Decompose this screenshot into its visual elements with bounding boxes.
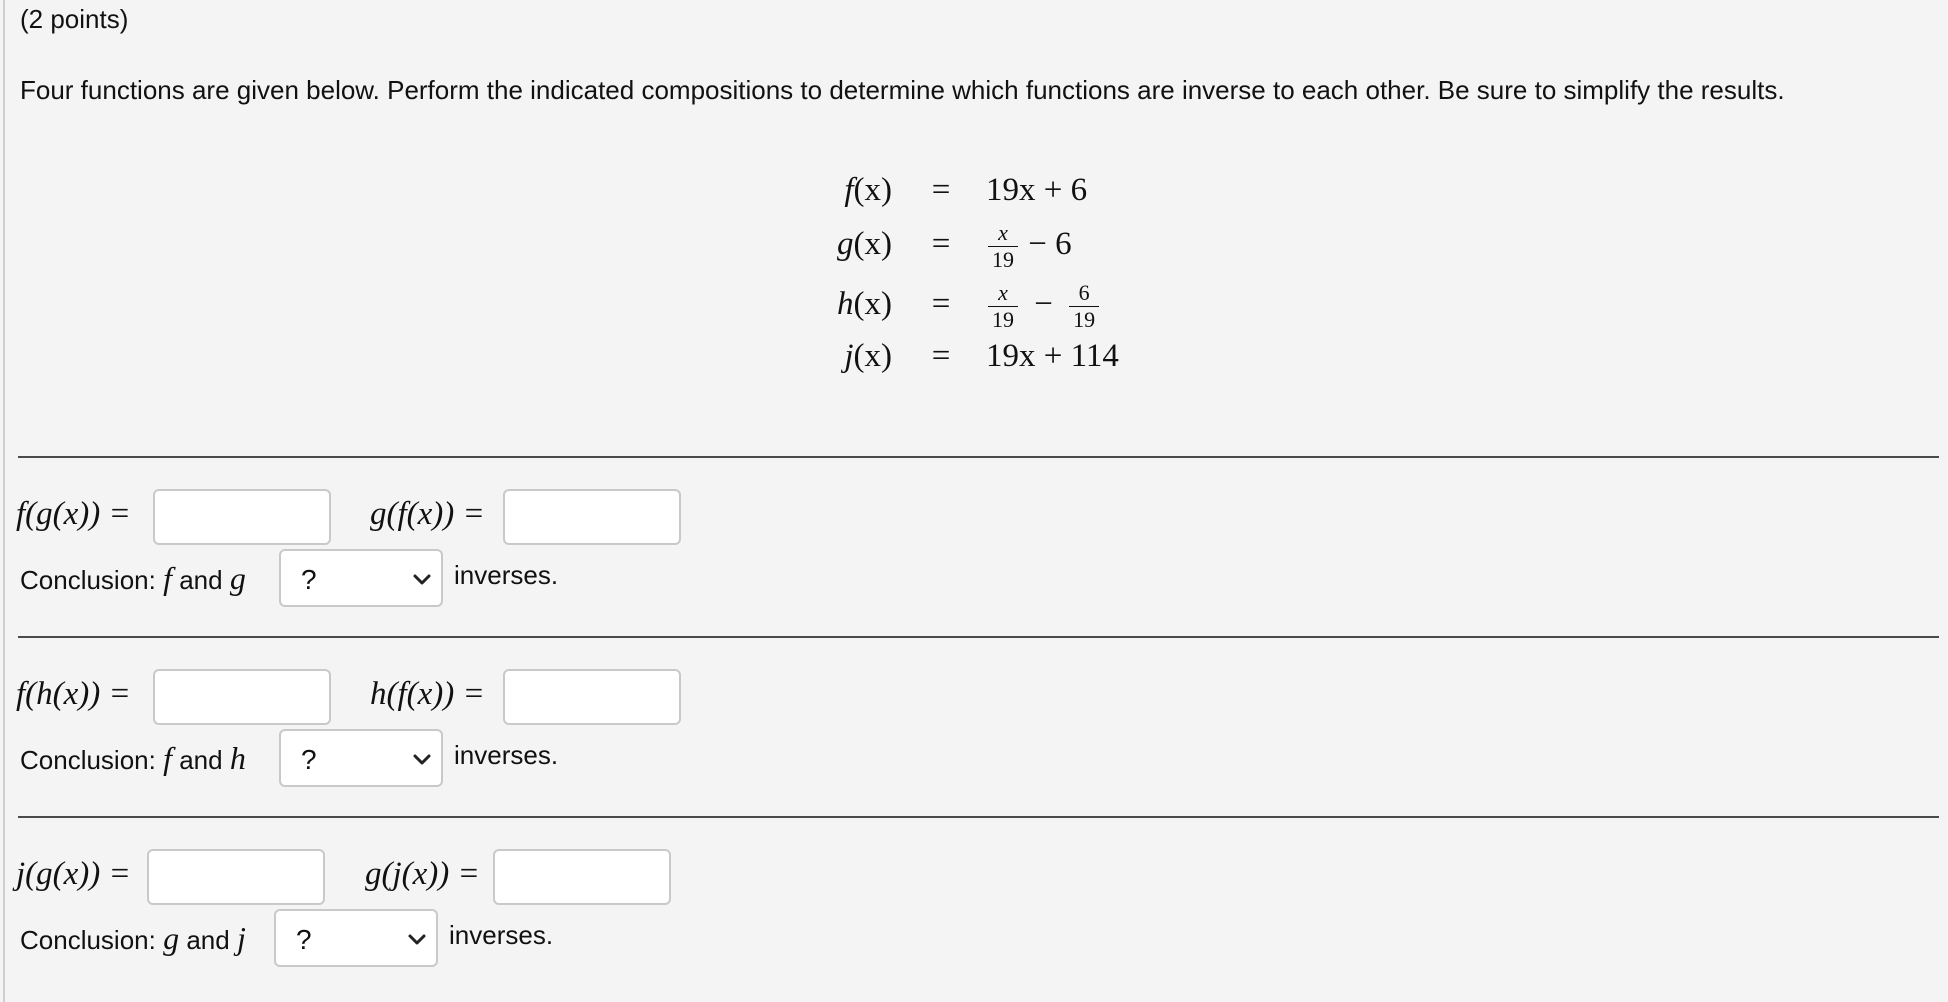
- jg-label: j(g(x)) =: [16, 856, 131, 892]
- hf-label: h(f(x)) =: [370, 676, 485, 712]
- function-j-rhs: 19x + 114: [986, 338, 1119, 374]
- function-h-equals: =: [931, 286, 951, 322]
- gj-inverses-suffix: inverses.: [449, 920, 554, 950]
- function-j-equals: =: [931, 338, 951, 374]
- chevron-down-icon: [411, 568, 433, 590]
- function-h-fraction-2: $\frac{6}{19}$: [1069, 282, 1099, 331]
- chevron-down-icon: [411, 748, 433, 770]
- function-h-rhs: $\frac{x}{19}$ − $\frac{6}{19}$: [986, 282, 1101, 331]
- section-divider: [18, 816, 1939, 818]
- section-divider: [18, 456, 1939, 458]
- fg-answer-input[interactable]: [153, 489, 331, 545]
- fg-select-value: ?: [301, 564, 317, 595]
- function-g-row: [0, 222, 1948, 272]
- function-g-rhs: $\frac{x}{19}$ − 6: [986, 222, 1072, 271]
- function-f-name: f(x): [844, 172, 892, 208]
- function-f-row: [0, 172, 1948, 216]
- chevron-down-icon: [406, 928, 428, 950]
- fh-select-value: ?: [301, 744, 317, 775]
- section-divider: [18, 636, 1939, 638]
- conclusion-fh: Conclusion: f and h: [20, 740, 246, 776]
- jg-answer-input[interactable]: [147, 849, 325, 905]
- fg-inverses-suffix: inverses.: [454, 560, 559, 590]
- gj-answer-input[interactable]: [493, 849, 671, 905]
- gf-label: g(f(x)) =: [370, 496, 485, 532]
- function-h-fraction-1: $\frac{x}{19}$: [988, 282, 1018, 331]
- function-h-name: h(x): [837, 286, 892, 322]
- left-border: [3, 0, 5, 1002]
- function-j-row: [0, 338, 1948, 382]
- gj-conclusion-select[interactable]: [274, 909, 438, 967]
- function-j-name: j(x): [844, 338, 892, 374]
- function-f-rhs: 19x + 6: [986, 172, 1088, 208]
- fh-conclusion-select[interactable]: [279, 729, 443, 787]
- gj-label: g(j(x)) =: [365, 856, 480, 892]
- function-g-name: g(x): [837, 226, 892, 262]
- function-f-equals: =: [931, 172, 951, 208]
- points-label: (2 points): [20, 4, 129, 34]
- fh-inverses-suffix: inverses.: [454, 740, 559, 770]
- gf-answer-input[interactable]: [503, 489, 681, 545]
- conclusion-fg: Conclusion: f and g: [20, 560, 246, 596]
- function-g-fraction: $\frac{x}{19}$: [988, 222, 1018, 271]
- conclusion-gj: Conclusion: g and j: [20, 920, 246, 956]
- function-h-row: [0, 282, 1948, 332]
- fg-conclusion-select[interactable]: [279, 549, 443, 607]
- function-g-equals: =: [931, 226, 951, 262]
- fh-label: f(h(x)) =: [16, 676, 131, 712]
- fg-label: f(g(x)) =: [16, 496, 131, 532]
- hf-answer-input[interactable]: [503, 669, 681, 725]
- fh-answer-input[interactable]: [153, 669, 331, 725]
- instructions-text: Four functions are given below. Perform the indicated compositions to determine which functions are inverse to each other. Be sure to simplify the results.: [20, 75, 1785, 105]
- gj-select-value: ?: [296, 924, 312, 955]
